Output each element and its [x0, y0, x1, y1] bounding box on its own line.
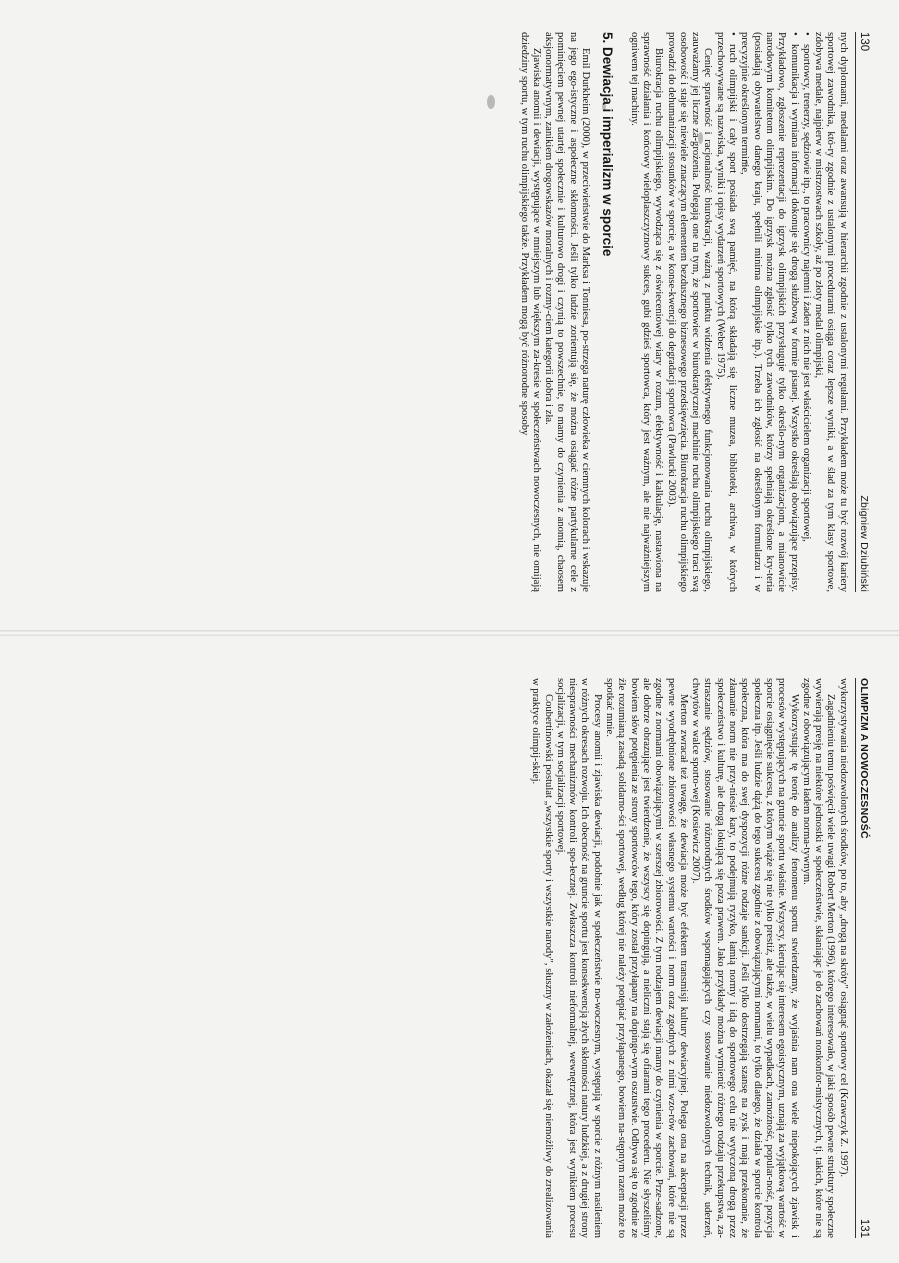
- paragraph: Wykorzystując tę teorię do analizy fenomenu sportu stwierdzamy, że wyjaśnia nam ona wiele niepokojących zjawisk i procesów występujących na gruncie sportu właśnie. Wszyscy, kierując się interesem egoistycznym, uznają za wyjątkową wartość w sporcie osiągnięcie sukcesu, z którym wiąże się nie tylko prestiż, ale także, w wielu wypadkach, zamożność, popular-ność, pozycja społeczna itp. Jeśli ludzie dążą do tego sukcesu zgodnie z obowiązującymi normami, to tylko dlatego, że działa w sporcie kontrola społeczna, która ma do swej dyspozycji różne rodzaje sankcji. Jeśli tylko dostrzegają szansę na zysk i mają przekonanie, że złamanie norm nie przy-niesie kary, to podejmują ryzyko, łamią normy i idą do sportowego celu nie wytyczoną drogą przez społeczeństwo i kulturę, ale drogą lokującą się poza prawem. Jako przykłady można wymienić różnego rodzaju przekupstwa, za-straszanie sędziów, stosowanie różnorodnych środków wspomagających czy stosowanie niedozwolonych technik, uderzeń, chwytów w walce sporto-wej (Kosiewicz 2007).: [690, 678, 800, 1238]
- paragraph: Procesy anomii i zjawiska dewiacji, podobnie jak w społeczeństwie no-woczesnym, występują w sporcie z różnym nasileniem w różnych okresach rozwoju. Ich obecność na gruncie sportu jest konsekwencją złych skłonności natury ludzkiej, a z drugiej strony niesprawności mechanizmów kontroli spo-łecznej. Zwłaszcza kontroli nieformalnej, wewnętrznej, która jest wynikiem procesu socjalizacji, w tym socjalizacji sportowej.: [554, 678, 603, 1238]
- running-header: OLIMPIZM A NOWOCZESNOŚĆ: [858, 678, 870, 839]
- paragraph: Cenięc sprawność i racjonalność biurokracji, ważną z punktu widzenia efektywnego funkcjonowania ruchu olimpijskiego, zauważamy jej liczne za-grożenia. Polegają one na tym, że sportowiec w biurokratycznej machinie ruchu olimpijskiego traci swą osobowość i staje się niewiele znaczącym elementem bezdusznego biznesowego przedsięwzięcia. Biurokracja ruchu olimpijskiego prowadzi do dehumanizacji stosunków w sporcie, a w konse-kwencji do degradacji sportowca (Pawlucki 2003).: [665, 32, 714, 592]
- bullet-item: • ruch olimpijski i cały sport posiada swą pamięć, na którą składają się liczne muzea, biblioteki, archiwa, w których przechowywane są nazwiska, wyniki i opisy wydarzeń sportowych (Weber 1975).: [713, 32, 738, 592]
- paragraph: Zjawiska anomii i dewiacji, występujące w mniejszym lub większym za-kresie w społeczeństwach nowoczesnych, nie omijają dziedziny sportu, w tym ruchu olimpijskiego także. Przykładem mogą być różnorodne sposoby: [518, 32, 542, 592]
- page-number: 130: [858, 32, 870, 52]
- page-number: 131: [858, 1218, 870, 1238]
- paragraph: Merton zwracał też uwagę, że dewiacja może być efektem transmisji kultury dewiacyjnej. Polega ona na akceptacji przez pewne wyodrębnione zbiorowości własnego systemu wartości i norm oraz zgodnych z nimi wzo-rów zachowań, które nie są zgodne z normami obowiązującymi w szerszej zbiorowości. Z tym rodzajem dewiacji mamy do czynienia w sporcie. Prze-sadzone, ale dobrze obrazujące jest twierdzenie, że wszyscy się dopingują, a nieliczni stają się ofiarami tego procederu. Nie słyszeliśmy bowiem słów potępienia ze strony sportowców tego, który został przyłapany na dopingo-wym oszustwie. Odbywa się to zgodnie ze źle rozumianą zasadą solidarno-ści sportowej, według której nie należy potępiać przyłapanego, bowiem na-stępnym razem może to spotkać mnie.: [604, 678, 689, 1238]
- paragraph: nych dyplomami, medalami oraz awansują w hierarchii zgodnie z ustalonymi regułami. Przykładem może tu być rozwój kariery sportowej zawodnika, któ-ry zgodnie z ustalonymi procedurami osiąga coraz lepsze wyniki, a w ślad za tym klasy sportowe, zdobywa medale, najpierw w mistrzostwach szkoły, aż po złoty medal olimpijski,: [813, 32, 849, 592]
- page-131: [110, 678, 870, 1238]
- paragraph: Emil Durkheim (2000), w przeciwieństwie do Marksa i Tonniesa, po-strzega naturę człowieka w ciemnych kolorach i wskazuje na jego ego-istyczne i aspołeczne skłonności. Jeśli tylko ludzie zorientują się, że można osiągać różne partykularne cele z pominięciem pewnej utartej społecznie i kulturowo drogi i czynią to powszechnie, to mamy do czynienia z anomią, chaosem aksjonormatywnym, zanikiem drogowskazów moralnych i rozmy-ciem kategorii dobra i zła.: [543, 32, 592, 592]
- paragraph: wykorzystywania niedozwolonych środków, po to, aby „drogą na skróty" osiągnąć sportowy cel (Krawczyk Z. 1997).: [837, 678, 849, 1178]
- paragraph: Zagadnieniu temu poświęcił wiele uwagi Robert Merton (1996), którego interesowało, w jaki sposób pewne struktury społeczne wywierają presję na niektóre jednostki w społeczeństwie, skłaniając je do zachowań nonkonfor-mistycznych, tj. takich, które nie są zgodne z obowiązującym ładem norma-tywnym.: [800, 678, 837, 1238]
- running-header: Zbigniew Dziubiński: [858, 495, 870, 592]
- section-title: 5. Dewiacja i imperializm w sporcie: [600, 32, 616, 257]
- page-130: [110, 32, 870, 592]
- page-header: [855, 678, 870, 1238]
- page-fold: [0, 630, 899, 636]
- bullet-item: • sportowcy, trenerzy, sędziowie itp., to pracownicy najemni i żaden z nich nie jest właścicielem organizacji sportowej,: [800, 32, 812, 592]
- paragraph: Coubertinowski postulat „wszystkie sporty i wszystkie narody", słuszny w założeniach, okazał się niemożliwy do zrealizowania w praktyce olimpij-skiej.: [530, 678, 554, 1238]
- page-header: [855, 32, 870, 592]
- paragraph: Biurokracja ruchu olimpijskiego, wywodząca się z oświeceniowej wiary w rozum, efektywność i kalkulację, nastawiona na sprawność działania i końcowy wieloplaszczyznowy sukces, gubi gdzieś sportowca, który jest ważnym, ale nie najważniejszym ogniwem tej machiny.: [628, 32, 665, 592]
- bullet-item: • komunikacja i wymiana informacji dokonuje się drogą służbową w formie pisanej. Wszystko określają obowiązujące przepisy. Przykładowo, zgłoszenie reprezentacji do igrzysk olimpijskich przysługuje tylko określo-nym organizacjom, a mianowicie narodowym komitetom olimpijskim. Do igrzysk można zgłosić tylko tych zawodników, którzy spełniają określone kry-teria (posiadają obywatelstwo danego kraju, spełnili minima olimpijskie itp.). Trzeba ich zgłosić na określonym formularzu i w precyzyjnie określonym terminie,: [738, 32, 799, 592]
